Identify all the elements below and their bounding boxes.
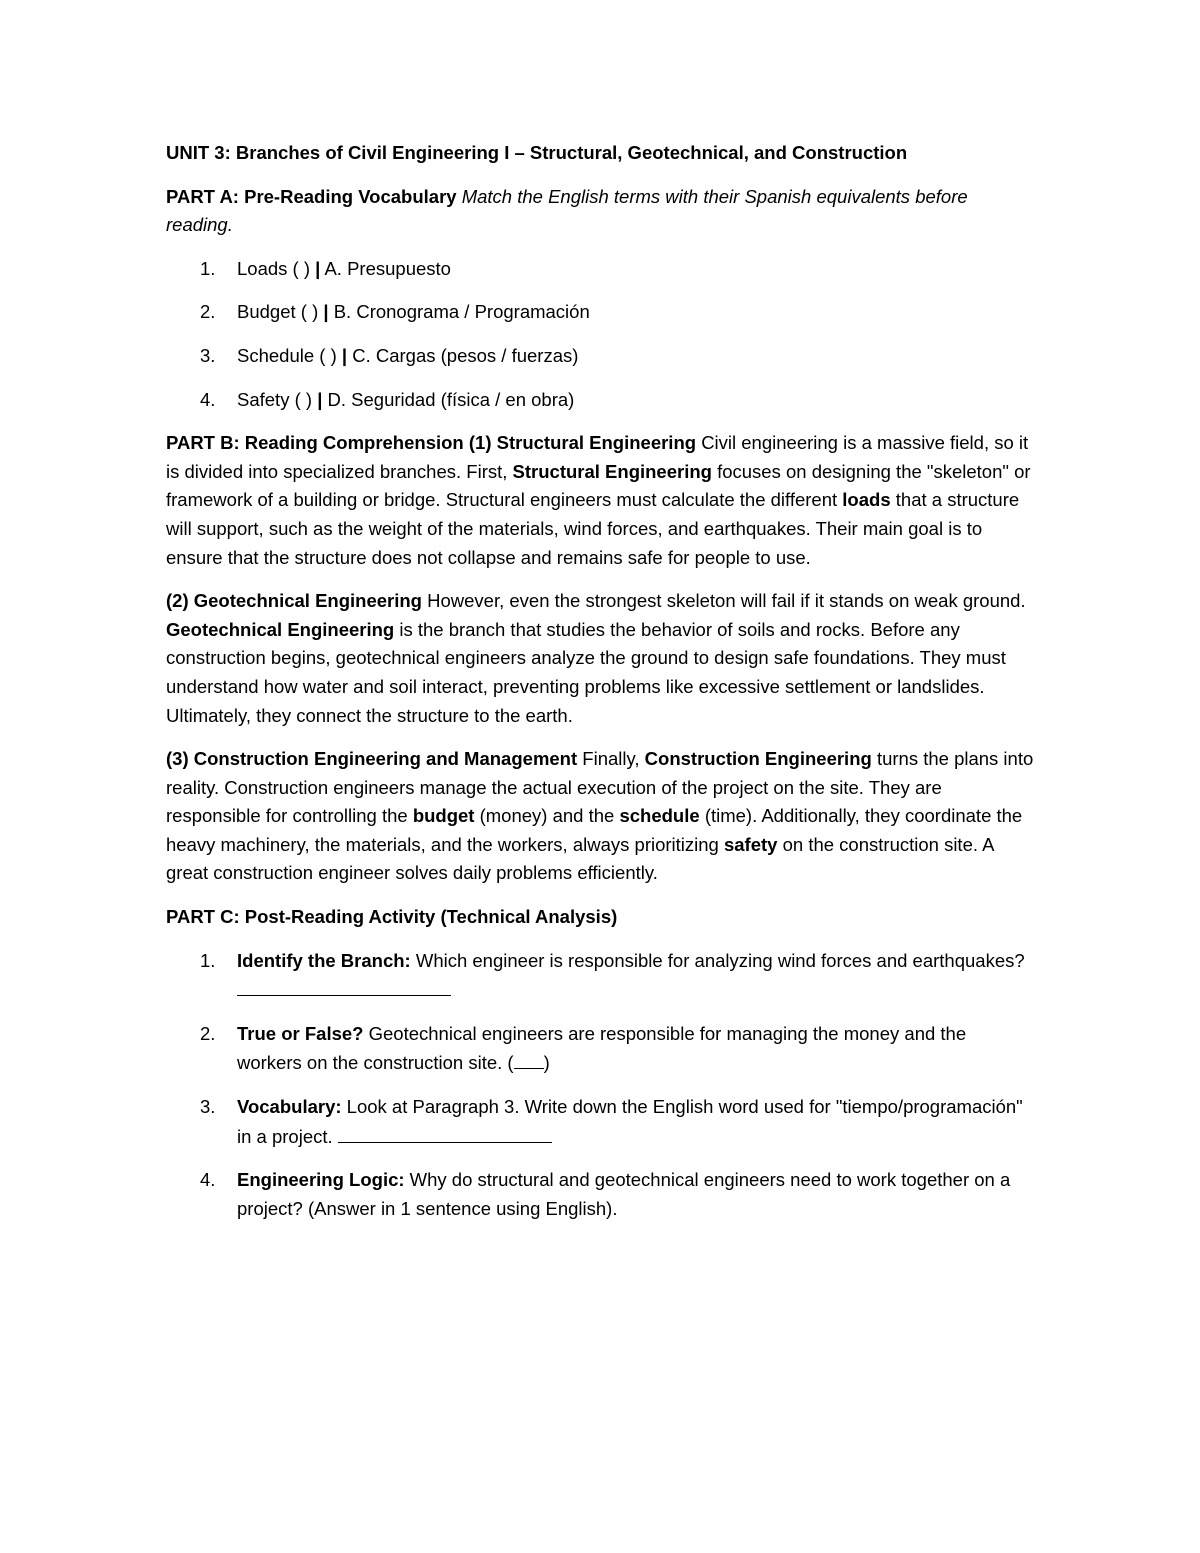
document-page bbox=[166, 139, 1036, 1238]
question-item: 4. Engineering Logic: Why do structural and geotechnical engineers need to work together on a project? (Answer in 1 sentence using English). bbox=[200, 1169, 1011, 1219]
vocabulary-item: 3. Schedule ( ) | C. Cargas (pesos / fuerzas) bbox=[200, 344, 579, 366]
answer-blank[interactable] bbox=[514, 1048, 544, 1069]
paragraph-structural: PART B: Reading Comprehension (1) Structural Engineering Civil engineering is a massive field, so it is divided into specialized branches. First, Structural Engineering focuses on designing the "skeleton" or framework of a building or bridge. Structural engineers must calculate the different loads that a structure will support, such as the weight of the materials, wind forces, and earthquakes. Their main goal is to ensure that the structure does not collapse and remains safe for people to use. bbox=[166, 432, 1031, 568]
answer-blank[interactable] bbox=[338, 1122, 552, 1143]
part-a-heading: PART A: Pre-Reading Vocabulary bbox=[166, 185, 457, 207]
part-c-heading: PART C: Post-Reading Activity (Technical Analysis) bbox=[166, 906, 618, 928]
vocabulary-item: 1. Loads ( ) | A. Presupuesto bbox=[200, 257, 451, 279]
question-item: 3. Vocabulary: Look at Paragraph 3. Write down the English word used for "tiempo/programación" in a project. bbox=[200, 1096, 1023, 1147]
answer-blank[interactable] bbox=[237, 975, 451, 996]
question-list bbox=[166, 947, 1036, 1224]
part-a-instruction: Match the English terms with their Spanish equivalents before reading. bbox=[166, 185, 968, 236]
paragraph-construction: (3) Construction Engineering and Management Finally, Construction Engineering turns the plans into reality. Construction engineers manage the actual execution of the project on the site. They are responsible for controlling the budget (money) and the schedule (time). Additionally, they coordinate the heavy machinery, the materials, and the workers, always prioritizing safety on the construction site. A great construction engineer solves daily problems efficiently. bbox=[166, 748, 1034, 884]
vocabulary-item: 2. Budget ( ) | B. Cronograma / Programación bbox=[200, 301, 590, 323]
vocabulary-list bbox=[166, 255, 1036, 414]
unit-title: UNIT 3: Branches of Civil Engineering I – Structural, Geotechnical, and Construction bbox=[166, 142, 908, 163]
question-item: 2. True or False? Geotechnical engineers are responsible for managing the money and the workers on the construction site. ( ) bbox=[200, 1022, 967, 1074]
question-item: 1. Identify the Branch: Which engineer is responsible for analyzing wind forces and earthquakes? bbox=[166, 947, 1036, 1005]
part-b-heading: PART B: Reading Comprehension bbox=[166, 432, 464, 454]
vocabulary-item: 4. Safety ( ) | D. Seguridad (física / en obra) bbox=[200, 388, 575, 410]
part-a-intro bbox=[166, 183, 1036, 240]
paragraph-geotechnical: (2) Geotechnical Engineering However, even the strongest skeleton will fail if it stands on weak ground. Geotechnical Engineering is the branch that studies the behavior of soils and rocks. Before any construction begins, geotechnical engineers analyze the ground to design safe foundations. They must understand how water and soil interact, preventing problems like excessive settlement or landslides. Ultimately, they connect the structure to the earth. bbox=[166, 590, 1026, 726]
